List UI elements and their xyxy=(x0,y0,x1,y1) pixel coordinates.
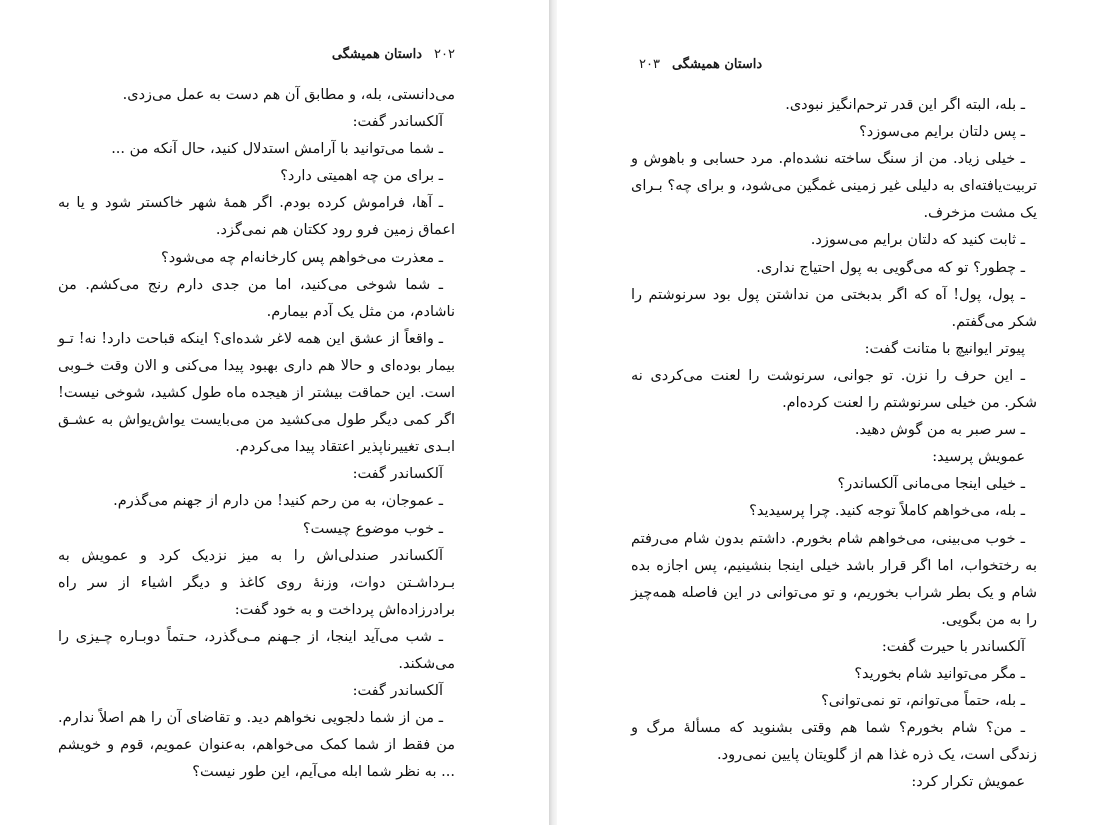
paragraph: ـ ثابت کنید که دلتان برایم می‌سوزد. xyxy=(810,232,1025,249)
paragraph: ـ آها، فراموش کرده بودم. اگر همهٔ شهر خاکستر شود و یا به اعماق زمین فرو رود ککتان هم نمی‌گزد. xyxy=(58,195,455,239)
paragraph: ـ شما می‌توانید با آرامش استدلال کنید، حال آنکه من ... xyxy=(111,141,443,158)
paragraph: پیوتر ایوانیچ با متانت گفت: xyxy=(864,340,1025,357)
paragraph: ـ چطور؟ تو که می‌گویی به پول احتیاج نداری. xyxy=(756,259,1025,276)
paragraph: ـ واقعاً از عشق این همه لاغر شده‌ای؟ اینکه قباحت دارد! نه! تـو بیمار بوده‌ای و حالا هم داری بهبود پیدا می‌کنی و الان وقت خـوبی است. این حماقت بیشتر از هیجده ماه طول کشید، شوخی نیست! اگر کمی دیگر طول می‌کشید من می‌بایست یواش‌یواش به عشـق ابـدی تغییرناپذیر اعتقاد پیدا می‌کردم. xyxy=(58,330,455,456)
paragraph: عمویش پرسید: xyxy=(932,449,1025,466)
right-running-head xyxy=(639,52,762,76)
paragraph: ـ برای من چه اهمیتی دارد؟ xyxy=(280,168,443,185)
paragraph: ـ معذرت می‌خواهم پس کارخانه‌ام چه می‌شود؟ xyxy=(161,249,443,266)
paragraph: ـ بله، می‌خواهم کاملاً توجه کنید. چرا پرسیدید؟ xyxy=(749,503,1025,520)
paragraph: عمویش تکرار کرد: xyxy=(911,774,1025,791)
paragraph: آلکساندر با حیرت گفت: xyxy=(881,638,1025,655)
right-page-body xyxy=(631,92,1037,796)
paragraph: آلکساندر صندلی‌اش را به میز نزدیک کرد و عمویش به بـرداشـتن دوات، وزنهٔ روی کاغذ و دیگر اشیاء از سر راه برادرزاده‌اش پرداخت و به خود گفت: xyxy=(58,547,455,618)
paragraph: ـ بله، البته اگر این قدر ترحم‌انگیز نبودی. xyxy=(785,97,1025,113)
right-running-title: داستان همیشگی xyxy=(671,56,763,72)
paragraph: آلکساندر گفت: xyxy=(352,466,443,483)
paragraph: ـ عموجان، به من رحم کنید! من دارم از جهنم می‌گذرم. xyxy=(113,493,443,510)
right-page-number: ۲۰۳ xyxy=(639,56,660,72)
left-running-head xyxy=(332,42,455,66)
paragraph: آلکساندر گفت: xyxy=(352,683,443,700)
left-page xyxy=(0,0,549,825)
paragraph: ـ سر صبر به من گوش دهید. xyxy=(854,422,1025,439)
paragraph: ـ شما شوخی می‌کنید، اما من جدی دارم رنج می‌کشم. من ناشادم، من مثل یک آدم بیمارم. xyxy=(58,276,455,320)
paragraph: ـ مگر می‌توانید شام بخورید؟ xyxy=(854,665,1025,682)
book-gutter xyxy=(549,0,557,825)
paragraph: ـ خیلی اینجا می‌مانی آلکساندر؟ xyxy=(837,476,1025,493)
paragraph: ـ پول، پول! آه که اگر بدبختی من نداشتن پول بود سرنوشتم را شکر می‌گفتم. xyxy=(631,286,1037,330)
left-page-number: ۲۰۲ xyxy=(434,46,455,62)
left-page-body xyxy=(58,82,455,786)
paragraph: ـ پس دلتان برایم می‌سوزد؟ xyxy=(859,124,1025,141)
paragraph: ـ من از شما دلجویی نخواهم دید. و تقاضای آن را هم اصلاً ندارم. من فقط از شما کمک می‌خواهم، به‌عنوان عمویم، قوم و خویشم ... به نظر شما ابله می‌آیم، این طور نیست؟ xyxy=(58,710,455,781)
paragraph: ـ خوب می‌بینی، می‌خواهم شام بخورم. داشتم بدون شام می‌رفتم به رختخواب، اما اگر قرار باشد خیلی اینجا بنشینیم، پس اجازه بده شام و یک بطر شراب بخوریم، و تو می‌توانی در این فاصله همه‌چیز را به من بگویی. xyxy=(631,530,1037,628)
paragraph: می‌دانستی، بله، و مطابق آن هم دست به عمل می‌زدی. xyxy=(122,87,455,103)
paragraph: ـ خوب موضوع چیست؟ xyxy=(302,520,443,537)
paragraph: آلکساندر گفت: xyxy=(352,114,443,131)
right-page xyxy=(557,0,1115,825)
paragraph: ـ من؟ شام بخورم؟ شما هم وقتی بشنوید که مسألهٔ مرگ و زندگی است، یک ذره غذا هم از گلویتان پایین نمی‌رود. xyxy=(631,720,1037,764)
paragraph: ـ این حرف را نزن. تو جوانی، سرنوشت را لعنت می‌کردی نه شکر. من خیلی سرنوشتم را لعنت کرده‌ام. xyxy=(631,367,1037,412)
paragraph: ـ خیلی زیاد. من از سنگ ساخته نشده‌ام. مرد حسابی و باهوش و تربیت‌یافته‌ای به دلیلی غیر زمینی غمگین می‌شود، و برای چه؟ بـرای یک مشت مزخرف. xyxy=(631,151,1037,222)
left-running-title: داستان همیشگی xyxy=(331,46,423,62)
paragraph: ـ بله، حتماً می‌توانم، تو نمی‌توانی؟ xyxy=(821,693,1025,710)
paragraph: ـ شب می‌آید اینجا، از جـهنم مـی‌گذرد، حـتماً دوبـاره چـیزی را می‌شکند. xyxy=(58,628,455,672)
